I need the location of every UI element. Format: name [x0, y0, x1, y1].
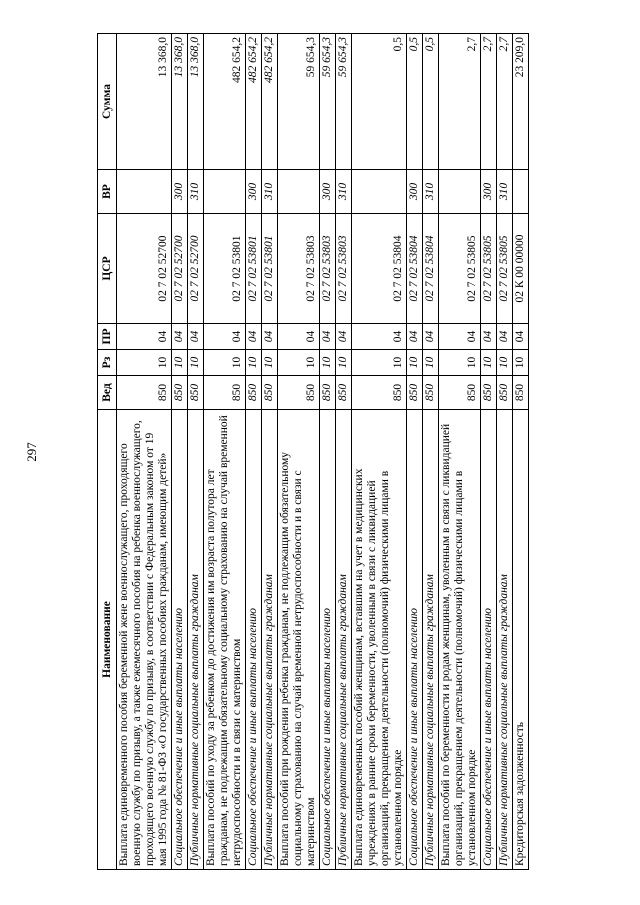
cell-ved: 850: [407, 376, 423, 410]
cell-name: Социальное обеспечение и иные выплаты населению: [320, 410, 336, 870]
cell-ved: 850: [497, 376, 513, 410]
header-csr: ЦСР: [98, 214, 117, 324]
table-row: [262, 34, 278, 870]
cell-rz: 10: [439, 350, 481, 376]
table-row: [481, 34, 497, 870]
cell-name: Социальное обеспечение и иные выплаты населению: [481, 410, 497, 870]
cell-csr: 02 7 02 53803: [320, 214, 336, 324]
cell-vr: [352, 170, 407, 214]
cell-sum: 482 654,2: [262, 34, 278, 170]
cell-vr: 310: [188, 170, 204, 214]
cell-vr: 300: [246, 170, 262, 214]
cell-csr: 02 7 02 53801: [246, 214, 262, 324]
cell-name: Выплата единовременного пособия беременной жене военнослужащего, проходящего военную службу по призыву, а также ежемесячного пособия на ребенка военнослужащего, проходящего военную службу по призыву, в соответствии с Федеральным законом от 19 мая 1995 года № 81-ФЗ «О государственных пособиях гражданам, имеющим детей»: [117, 410, 172, 870]
cell-csr: 02 7 02 52700: [172, 214, 188, 324]
cell-rz: 10: [352, 350, 407, 376]
cell-csr: 02 7 02 53803: [278, 214, 320, 324]
cell-ved: 850: [352, 376, 407, 410]
cell-vr: 300: [407, 170, 423, 214]
cell-name: Выплата пособий по уходу за ребенком до достижения им возраста полутора лет гражданам, не подлежащим обязательному социальному страхованию на случай временной нетрудоспособности и в связи с материнством: [204, 410, 246, 870]
cell-rz: 10: [204, 350, 246, 376]
table-row: [336, 34, 352, 870]
cell-rz: 10: [481, 350, 497, 376]
header-rz: Рз: [98, 350, 117, 376]
cell-vr: [117, 170, 172, 214]
cell-sum: 0,5: [407, 34, 423, 170]
cell-sum: 13 368,0: [172, 34, 188, 170]
cell-name: Выплата пособий при рождении ребенка гражданам, не подлежащим обязательному социальному страхованию на случай временной нетрудоспособности и в связи с материнством: [278, 410, 320, 870]
header-vr: ВР: [98, 170, 117, 214]
cell-pr: 04: [204, 324, 246, 350]
cell-ved: 850: [262, 376, 278, 410]
cell-name: Публичные нормативные социальные выплаты гражданам: [336, 410, 352, 870]
cell-sum: 59 654,3: [320, 34, 336, 170]
cell-vr: 310: [423, 170, 439, 214]
cell-name: Публичные нормативные социальные выплаты гражданам: [262, 410, 278, 870]
cell-sum: 13 368,0: [117, 34, 172, 170]
cell-pr: 04: [262, 324, 278, 350]
cell-pr: 04: [188, 324, 204, 350]
cell-ved: 850: [439, 376, 481, 410]
table-row: [423, 34, 439, 870]
cell-vr: [278, 170, 320, 214]
cell-rz: 10: [320, 350, 336, 376]
cell-pr: 04: [513, 324, 529, 350]
cell-sum: 59 654,3: [336, 34, 352, 170]
cell-sum: 0,5: [352, 34, 407, 170]
cell-csr: 02 К 00 00000: [513, 214, 529, 324]
cell-sum: 482 654,2: [204, 34, 246, 170]
cell-sum: 13 368,0: [188, 34, 204, 170]
table-row: [320, 34, 336, 870]
cell-pr: 04: [278, 324, 320, 350]
cell-name: Социальное обеспечение и иные выплаты населению: [407, 410, 423, 870]
table-row: [352, 34, 407, 870]
table-header-row: [98, 34, 117, 870]
table-body: [117, 34, 529, 870]
cell-ved: 850: [246, 376, 262, 410]
cell-pr: 04: [423, 324, 439, 350]
cell-sum: 2,7: [439, 34, 481, 170]
cell-pr: 04: [336, 324, 352, 350]
table-row: [117, 34, 172, 870]
cell-name: Кредиторская задолженность: [513, 410, 529, 870]
cell-name: Публичные нормативные социальные выплаты гражданам: [423, 410, 439, 870]
cell-vr: 310: [497, 170, 513, 214]
cell-vr: [439, 170, 481, 214]
cell-sum: 482 654,2: [246, 34, 262, 170]
cell-ved: 850: [172, 376, 188, 410]
cell-name: Выплата пособий по беременности и родам женщинам, уволенным в связи с ликвидацией организаций, прекращением деятельности (полномочий) физическими лицами в установленном порядке: [439, 410, 481, 870]
header-sum: Сумма: [98, 34, 117, 170]
cell-csr: 02 7 02 52700: [117, 214, 172, 324]
cell-ved: 850: [320, 376, 336, 410]
cell-rz: 10: [246, 350, 262, 376]
table-row: [278, 34, 320, 870]
table-row: [407, 34, 423, 870]
cell-pr: 04: [407, 324, 423, 350]
cell-vr: 300: [320, 170, 336, 214]
cell-ved: 850: [188, 376, 204, 410]
cell-pr: 04: [246, 324, 262, 350]
cell-ved: 850: [278, 376, 320, 410]
cell-sum: 23 209,0: [513, 34, 529, 170]
cell-name: Социальное обеспечение и иные выплаты населению: [172, 410, 188, 870]
cell-ved: 850: [336, 376, 352, 410]
cell-pr: 04: [439, 324, 481, 350]
cell-rz: 10: [336, 350, 352, 376]
cell-ved: 850: [513, 376, 529, 410]
cell-pr: 04: [352, 324, 407, 350]
cell-ved: 850: [423, 376, 439, 410]
cell-sum: 0,5: [423, 34, 439, 170]
cell-pr: 04: [320, 324, 336, 350]
cell-rz: 10: [278, 350, 320, 376]
cell-csr: 02 7 02 53801: [204, 214, 246, 324]
cell-csr: 02 7 02 53805: [439, 214, 481, 324]
cell-vr: [513, 170, 529, 214]
cell-ved: 850: [117, 376, 172, 410]
cell-csr: 02 7 02 53801: [262, 214, 278, 324]
cell-vr: [204, 170, 246, 214]
cell-pr: 04: [172, 324, 188, 350]
budget-table-container: [97, 34, 543, 870]
cell-csr: 02 7 02 53804: [407, 214, 423, 324]
cell-csr: 02 7 02 53803: [336, 214, 352, 324]
cell-csr: 02 7 02 53804: [423, 214, 439, 324]
cell-rz: 10: [172, 350, 188, 376]
cell-rz: 10: [262, 350, 278, 376]
cell-rz: 10: [117, 350, 172, 376]
cell-rz: 10: [513, 350, 529, 376]
table-row: [513, 34, 529, 870]
table-row: [439, 34, 481, 870]
cell-rz: 10: [497, 350, 513, 376]
cell-ved: 850: [204, 376, 246, 410]
header-name: Наименование: [98, 410, 117, 870]
table-row: [497, 34, 513, 870]
cell-vr: 310: [336, 170, 352, 214]
table-row: [188, 34, 204, 870]
cell-name: Публичные нормативные социальные выплаты гражданам: [497, 410, 513, 870]
cell-ved: 850: [481, 376, 497, 410]
cell-vr: 310: [262, 170, 278, 214]
cell-rz: 10: [423, 350, 439, 376]
cell-name: Публичные нормативные социальные выплаты гражданам: [188, 410, 204, 870]
cell-sum: 2,7: [497, 34, 513, 170]
cell-sum: 59 654,3: [278, 34, 320, 170]
header-ved: Вед: [98, 376, 117, 410]
cell-pr: 04: [117, 324, 172, 350]
table-row: [204, 34, 246, 870]
cell-vr: 300: [481, 170, 497, 214]
cell-csr: 02 7 02 53805: [481, 214, 497, 324]
table-row: [246, 34, 262, 870]
cell-name: Выплата единовременных пособий женщинам, вставшим на учет в медицинских учреждениях в ранние сроки беременности, уволенным в связи с ликвидацией организаций, прекращением деятельности (полномочий) физическими лицами в установленном порядке: [352, 410, 407, 870]
cell-rz: 10: [407, 350, 423, 376]
cell-csr: 02 7 02 52700: [188, 214, 204, 324]
cell-csr: 02 7 02 53804: [352, 214, 407, 324]
header-pr: ПР: [98, 324, 117, 350]
page-number: 297: [24, 442, 39, 462]
cell-csr: 02 7 02 53805: [497, 214, 513, 324]
cell-pr: 04: [481, 324, 497, 350]
cell-pr: 04: [497, 324, 513, 350]
cell-vr: 300: [172, 170, 188, 214]
table-row: [172, 34, 188, 870]
cell-sum: 2,7: [481, 34, 497, 170]
cell-rz: 10: [188, 350, 204, 376]
budget-table: [97, 33, 529, 870]
cell-name: Социальное обеспечение и иные выплаты населению: [246, 410, 262, 870]
